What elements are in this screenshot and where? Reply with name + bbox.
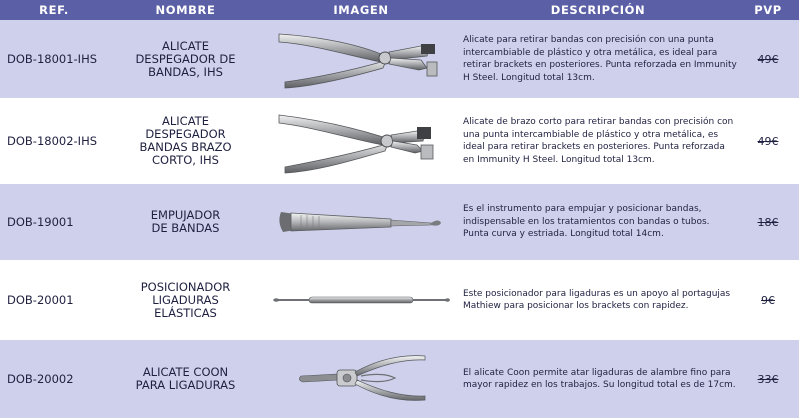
row-ref: DOB-19001 <box>7 215 74 229</box>
row-name-line: DESPEGADOR <box>145 127 226 141</box>
row-ref: DOB-20002 <box>7 372 74 386</box>
header-image: IMAGEN <box>333 3 389 17</box>
table-row <box>0 20 799 98</box>
header-description: DESCRIPCIÓN <box>550 3 646 17</box>
row-name-line: DESPEGADOR DE <box>135 51 236 66</box>
row-price: 9€ <box>761 293 775 307</box>
row-name-line: DE BANDAS <box>151 221 220 235</box>
row-description: Este posicionador para ligaduras es un apoyo al portagujas Mathiew para posicionar los brackets con rapidez. <box>463 288 731 311</box>
row-name <box>108 184 263 260</box>
row-ref: DOB-18002-IHS <box>7 134 98 148</box>
row-price: 33€ <box>757 372 779 386</box>
row-ref: DOB-20001 <box>7 293 74 307</box>
short-arm-band-removing-pliers-icon <box>263 98 459 184</box>
row-name-line: ELÁSTICAS <box>154 305 217 320</box>
row-name-line: EMPUJADOR <box>150 208 221 222</box>
band-pusher-icon <box>263 184 459 260</box>
header-price: PVP <box>754 3 782 17</box>
row-price: 49€ <box>757 134 779 148</box>
row-name-line: ALICATE <box>162 38 209 53</box>
coon-ligature-pliers-icon <box>263 340 459 418</box>
row-name-line: LIGADURAS <box>152 292 219 307</box>
table-row <box>0 98 799 184</box>
row-name-line: BANDAS BRAZO <box>139 140 232 154</box>
header-ref: REF. <box>39 3 69 17</box>
row-ref: DOB-18001-IHS <box>7 52 98 66</box>
row-description: Alicate de brazo corto para retirar bandas con precisión con una punta intercambiable de plástico y otra metálica, es ideal para retirar brackets en posteriores. Punta reforzada en Immunity H Steel. Longitud total 13cm. <box>463 117 734 165</box>
row-description: Es el instrumento para empujar y posicionar bandas, indispensable en los tratamientos con bandas o tubos. Punta curva y estriada. Longitud total 14cm. <box>463 204 710 240</box>
row-price: 18€ <box>757 215 779 229</box>
header-name: NOMBRE <box>155 3 216 17</box>
row-description: Alicate para retirar bandas con precisión con una punta intercambiable de plástico y otra metálica, es ideal para retirar brackets en posteriores. Punta reforzada en Immunity H Steel. Longitud total 13cm. <box>463 35 737 83</box>
band-removing-pliers-icon <box>263 20 459 98</box>
row-name-line: BANDAS, IHS <box>148 64 223 79</box>
row-name-line: CORTO, IHS <box>152 153 219 167</box>
row-name <box>108 20 263 98</box>
row-description: El alicate Coon permite atar ligaduras de alambre fino para mayor rapidez en los trabajos. Su longitud total es de 17cm. <box>463 367 736 390</box>
row-name <box>108 340 263 418</box>
row-name <box>108 260 263 340</box>
row-name <box>108 98 263 184</box>
table-row <box>0 340 799 418</box>
table-header <box>0 0 799 20</box>
table-row <box>0 184 799 260</box>
ligature-positioner-icon <box>263 260 459 340</box>
row-name-line: ALICATE COON <box>142 365 229 379</box>
row-name-line: PARA LIGADURAS <box>135 378 236 392</box>
row-name-line: POSICIONADOR <box>140 279 231 294</box>
table-row <box>0 260 799 340</box>
row-name-line: ALICATE <box>162 114 209 128</box>
row-price: 49€ <box>757 52 779 66</box>
